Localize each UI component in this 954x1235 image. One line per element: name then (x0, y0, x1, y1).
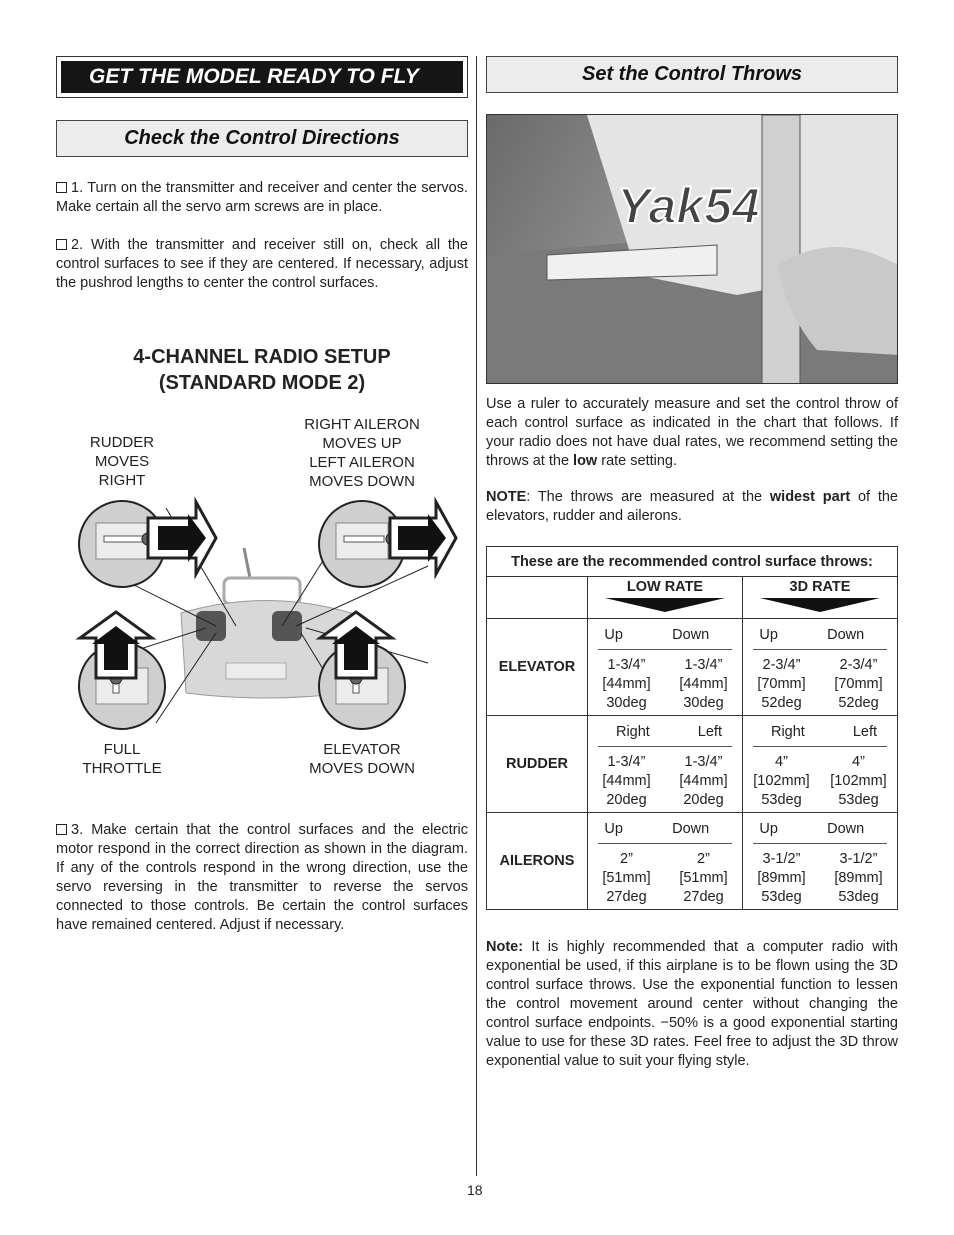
step-1 (56, 179, 468, 217)
table-title: These are the recommended control surface throws: (487, 547, 898, 577)
throw-value-line: [70mm] (757, 675, 806, 692)
left-gimbal (196, 611, 226, 641)
rudder-stick-zoom (79, 501, 216, 587)
sub-divider (598, 843, 732, 844)
column-divider (476, 56, 477, 1176)
throw-value-line: 2” (620, 850, 633, 867)
note-text-end: of the elevators, rudder and ailerons. (486, 489, 898, 524)
throw-value-line: 53deg (761, 888, 802, 905)
direction-label: Left (697, 723, 722, 740)
note-exponential (486, 938, 898, 1071)
sub-divider (753, 843, 887, 844)
throw-value-line: 52deg (838, 694, 879, 711)
throw-value (665, 656, 742, 713)
intro-text: Use a ruler to accurately measure and set the control throw of each control surface as indicated in the chart that follows. If your radio does not have dual rates, we recommend setting the throws at the (486, 396, 898, 469)
note-label: NOTE (486, 489, 527, 505)
throw-value-line: 1-3/4” (684, 656, 723, 673)
throw-value (743, 753, 820, 810)
direction-label: Right (615, 723, 650, 740)
throw-value-line: [44mm] (602, 675, 651, 692)
3d-rate-header (742, 577, 897, 619)
intro-paragraph (486, 395, 898, 471)
label-line: RIGHT (98, 472, 146, 489)
direction-label: Down (672, 626, 710, 643)
3d-rate-cell (742, 716, 897, 813)
3d-rate-label: 3D RATE (789, 579, 851, 595)
throw-value-line: 52deg (761, 694, 802, 711)
throw-value-line: 53deg (838, 791, 879, 808)
direction-label: Up (604, 626, 623, 643)
throw-value-line: [89mm] (834, 869, 883, 886)
label-line: THROTTLE (82, 760, 162, 777)
direction-label: Up (604, 820, 623, 837)
throw-value-line: 2” (697, 850, 710, 867)
throw-value-line: [51mm] (679, 869, 728, 886)
direction-label: Up (759, 820, 778, 837)
table-row (487, 716, 898, 813)
sub-divider (753, 649, 887, 650)
label-line: ELEVATOR (323, 741, 401, 758)
table-row (487, 619, 898, 716)
throw-value (588, 656, 665, 713)
direction-label: Down (672, 820, 710, 837)
direction-label: Down (827, 626, 865, 643)
control-throws-table (486, 546, 898, 910)
radio-title-line-2: (STANDARD MODE 2) (158, 372, 366, 394)
radio-setup-title (56, 344, 468, 396)
right-gimbal (272, 611, 302, 641)
throw-value-line: 2-3/4” (839, 656, 878, 673)
elevator-label (292, 740, 432, 778)
photo-illustration (487, 115, 898, 384)
section-header-ready-to-fly (56, 56, 468, 98)
throw-value-line: 1-3/4” (607, 656, 646, 673)
throw-value-line: 20deg (683, 791, 724, 808)
throw-value-line: 27deg (683, 888, 724, 905)
checkbox-icon[interactable] (56, 824, 67, 835)
low-rate-label: LOW RATE (626, 579, 704, 595)
low-rate-cell (588, 716, 743, 813)
throw-value-line: 27deg (606, 888, 647, 905)
sub-divider (753, 746, 887, 747)
table-corner-cell (487, 577, 588, 619)
throw-value-line: [51mm] (602, 869, 651, 886)
rudder-label (72, 433, 172, 490)
3d-rate-cell (742, 813, 897, 910)
label-line: RIGHT AILERON (304, 416, 420, 433)
throw-value-line: [44mm] (679, 772, 728, 789)
direction-label: Right (770, 723, 805, 740)
subsection-header-control-throws: Set the Control Throws (486, 56, 898, 93)
step-3 (56, 821, 468, 935)
radio-title-line-1: 4-CHANNEL RADIO SETUP (133, 346, 391, 368)
sub-divider (598, 649, 732, 650)
photo-yak54-text: Yak54 (617, 178, 760, 234)
throw-value-line: [102mm] (753, 772, 810, 789)
note-label: Note: (486, 939, 524, 955)
throw-value-line: 1-3/4” (607, 753, 646, 770)
throttle-stick-zoom (79, 612, 165, 729)
intro-bold: low (573, 453, 598, 469)
throw-value-line: 2-3/4” (762, 656, 801, 673)
label-line: MOVES DOWN (309, 760, 415, 777)
throw-value-line: 53deg (761, 791, 802, 808)
throw-value (588, 753, 665, 810)
throw-value-line: 30deg (606, 694, 647, 711)
checkbox-icon[interactable] (56, 239, 67, 250)
throw-value (820, 850, 897, 907)
throw-value (820, 753, 897, 810)
aileron-stick-zoom (319, 501, 456, 587)
direction-label: Left (852, 723, 877, 740)
label-line: MOVES DOWN (309, 473, 415, 490)
note-text: : The throws are measured at the (526, 489, 770, 505)
throw-value-line: [89mm] (757, 869, 806, 886)
label-line: FULL (103, 741, 141, 758)
throw-value-line: [102mm] (830, 772, 887, 789)
note-text: It is highly recommended that a computer radio with exponential be used, if this airplane is to be flown using the 3D control surface throws. Use the exponential function to lessen the control movement around center without changing the control surface endpoints. −50% is a good exponential starting value to use for these 3D rates. Feel free to adjust the 3D throw exponential value to suit your flying style. (486, 939, 898, 1069)
step-3-text: 3. Make certain that the control surfaces and the electric motor respond in the correct direction as shown in the diagram. If any of the controls respond in the wrong direction, use the servo reversing in the transmitter to reverse the servos connected to those controls. Be certain the control surfaces have remained centered. Adjust if necessary. (56, 822, 468, 933)
throw-value-line: [70mm] (834, 675, 883, 692)
throw-value (743, 850, 820, 907)
throw-value-line: 4” (775, 753, 788, 770)
throw-value-line: 3-1/2” (762, 850, 801, 867)
label-line: MOVES UP (322, 435, 402, 452)
throw-value (588, 850, 665, 907)
throw-value-line: 1-3/4” (684, 753, 723, 770)
throw-value (743, 656, 820, 713)
checkbox-icon[interactable] (56, 182, 67, 193)
throw-value-line: [44mm] (602, 772, 651, 789)
row-label: AILERONS (487, 813, 588, 910)
throw-value-line: 30deg (683, 694, 724, 711)
step-2-text: 2. With the transmitter and receiver still on, check all the control surfaces to see if they are centered. If necessary, adjust the pushrod lengths to center the control surfaces. (56, 237, 468, 291)
label-line: LEFT AILERON (309, 454, 415, 471)
down-arrow-icon (605, 598, 725, 612)
throw-value-line: 20deg (606, 791, 647, 808)
low-rate-cell (588, 813, 743, 910)
throw-value-line: 53deg (838, 888, 879, 905)
throttle-label (62, 740, 182, 778)
intro-text-end: rate setting. (597, 453, 678, 469)
throw-value (665, 850, 742, 907)
section-header-text: GET THE MODEL READY TO FLY (61, 61, 463, 93)
label-line: MOVES (94, 453, 150, 470)
throw-value-line: 4” (852, 753, 865, 770)
note-widest-part (486, 488, 898, 526)
step-1-text: 1. Turn on the transmitter and receiver and center the servos. Make certain all the servo arm screws are in place. (56, 180, 468, 215)
down-arrow-icon (760, 598, 880, 612)
step-2 (56, 236, 468, 293)
elevator-stick-zoom (319, 612, 405, 729)
throw-value-line: [44mm] (679, 675, 728, 692)
3d-rate-cell (742, 619, 897, 716)
low-rate-cell (588, 619, 743, 716)
sub-divider (598, 746, 732, 747)
table-row (487, 813, 898, 910)
page-number: 18 (467, 1182, 483, 1198)
row-label: RUDDER (487, 716, 588, 813)
ruler-measurement-photo (486, 114, 898, 384)
low-rate-header (588, 577, 743, 619)
aileron-label (282, 415, 442, 491)
throw-value-line: 3-1/2” (839, 850, 878, 867)
row-label: ELEVATOR (487, 619, 588, 716)
note-bold: widest part (769, 489, 851, 505)
direction-label: Up (759, 626, 778, 643)
throw-value (820, 656, 897, 713)
throw-value (665, 753, 742, 810)
subsection-header-control-directions: Check the Control Directions (56, 120, 468, 157)
radio-diagram (56, 488, 468, 742)
label-line: RUDDER (89, 434, 155, 451)
direction-label: Down (827, 820, 865, 837)
ruler (762, 115, 800, 384)
